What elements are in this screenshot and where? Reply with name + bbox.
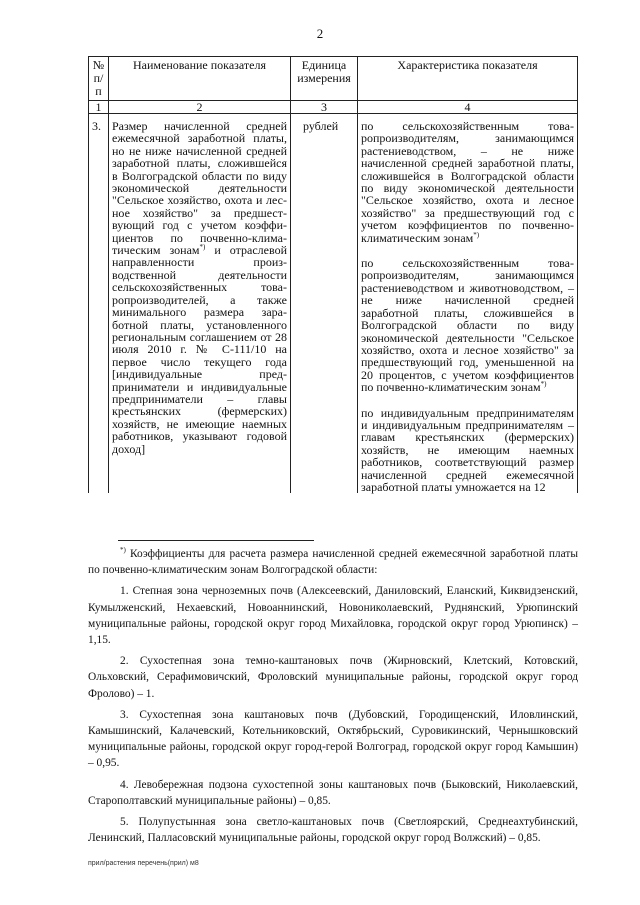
- column-number: 3: [291, 101, 358, 114]
- footnote-ref: *): [199, 243, 206, 252]
- footnote-intro-text: Коэффициенты для расчета размера начисленной средней ежемесячной заработной платы по почвенно-климатическим зонам Волгоградской области:: [88, 548, 578, 577]
- characteristic-paragraph: [361, 257, 574, 393]
- column-number: 4: [358, 101, 578, 114]
- indicator-name-text-cont: и отраслевой направленности производственной деятельности сельскохозяйственных товаропроизводителей, а также минимального размера заработной платы, установленного региональным соглашением от 28 июля 2010 г. № С-111/10 на первое число текущего года [индивидуальные предприниматели и индивидуальные предприниматели – главы крестьянских (фермерских) хозяйств, не имеющие наемных работников, указывают годовой доход]: [112, 243, 287, 456]
- footnote-ref: *): [540, 380, 547, 389]
- footnotes: [88, 546, 578, 851]
- characteristic-paragraph: [361, 407, 574, 494]
- footnote-item: 1. Степная зона черноземных почв (Алексеевский, Даниловский, Еланский, Киквидзенский, Кумылженский, Нехаевский, Новоаннинский, Новониколаевский, Руднянский, Урюпинский муниципальные районы, городской округ город Михайловка, городской округ город Урюпинск) – 1,15.: [88, 585, 578, 647]
- indicator-table: [88, 56, 578, 493]
- footnote-ref: *): [473, 230, 480, 239]
- footnote-marker: *): [120, 546, 126, 555]
- characteristic-paragraph: [361, 120, 574, 244]
- table-header-row: [89, 57, 578, 101]
- header-name: Наименование показателя: [109, 57, 291, 101]
- footnote-item: 3. Сухостепная зона каштановых почв (Дубовский, Городищенский, Иловлинский, Камышинский, Калачевский, Котельниковский, Октябрьский, Суровикинский, Чернышковский муниципальные районы, городской округ город-герой Волгоград, городской округ город Камышин) – 0,95.: [88, 708, 578, 770]
- footnote-intro: [88, 546, 578, 578]
- header-num: № п/п: [89, 57, 109, 101]
- header-characteristic: Характеристика показателя: [358, 57, 578, 101]
- table-row: [89, 114, 578, 494]
- row-unit: рублей: [291, 114, 358, 494]
- row-indicator-name: [109, 114, 291, 494]
- header-unit: Единица измерения: [291, 57, 358, 101]
- file-path-note: прил/растения перечень(прил) м8: [88, 860, 199, 867]
- row-characteristic: [358, 114, 578, 494]
- column-number: 1: [89, 101, 109, 114]
- characteristic-text: по индивидуальным предпринимателям и индивидуальным предпринимателям – главам крестьянских (фермерских) хозяйств, не имеющим наемных работников, соответствующий размер начисленной средней ежемесячной заработной платы умножается на 12: [361, 405, 574, 494]
- characteristic-text: по сельскохозяйственным товаропроизводителям, занимающимся растениеводством и животноводством, – не ниже начисленной средней заработной платы, сложившейся в Волгоградской области по виду экономической деятельности "Сельское хозяйство, охота и лесное хозяйство" за предшествующий год, уменьшенной на 20 процентов, с учетом коэффициентов по почвенно-климатическим зонам: [361, 256, 574, 395]
- footnote-item: 4. Левобережная подзона сухостепной зоны каштановых почв (Быковский, Николаевский, Старополтавский муниципальные районы) – 0,85.: [88, 778, 578, 807]
- footnote-item: 5. Полупустынная зона светло-каштановых почв (Светлоярский, Среднеахтубинский, Ленинский, Палласовский муниципальные районы, городской округ город Волжский) – 0,85.: [88, 816, 578, 845]
- column-number-row: [89, 101, 578, 114]
- column-number: 2: [109, 101, 291, 114]
- footnote-item: 2. Сухостепная зона темно-каштановых почв (Жирновский, Клетский, Котовский, Ольховский, Серафимовичский, Фроловский муниципальные районы, городской округ город Фролово) – 1.: [88, 655, 578, 700]
- footnote-divider: [118, 540, 314, 541]
- page-number: 2: [316, 26, 324, 41]
- row-number: 3.: [89, 114, 109, 494]
- indicator-name-text: Размер начисленной средней ежемесячной заработной платы, но не ниже начисленной средней заработной платы, сложившейся в Волгоградской области по виду экономической деятельности "Сельское хозяйство, охота и лесное хозяйство" за предшествующий год с учетом коэффициентов по почвенно-климатическим зонам: [112, 119, 287, 258]
- characteristic-text: по сельскохозяйственным товаропроизводителям, занимающимся растениеводством, – не ниже начисленной средней заработной платы, сложившейся в Волгоградской области по виду экономической деятельности "Сельское хозяйство, охота и лесное хозяйство" за предшествующий год с учетом коэффициентов по почвенно-климатическим зонам: [361, 119, 574, 245]
